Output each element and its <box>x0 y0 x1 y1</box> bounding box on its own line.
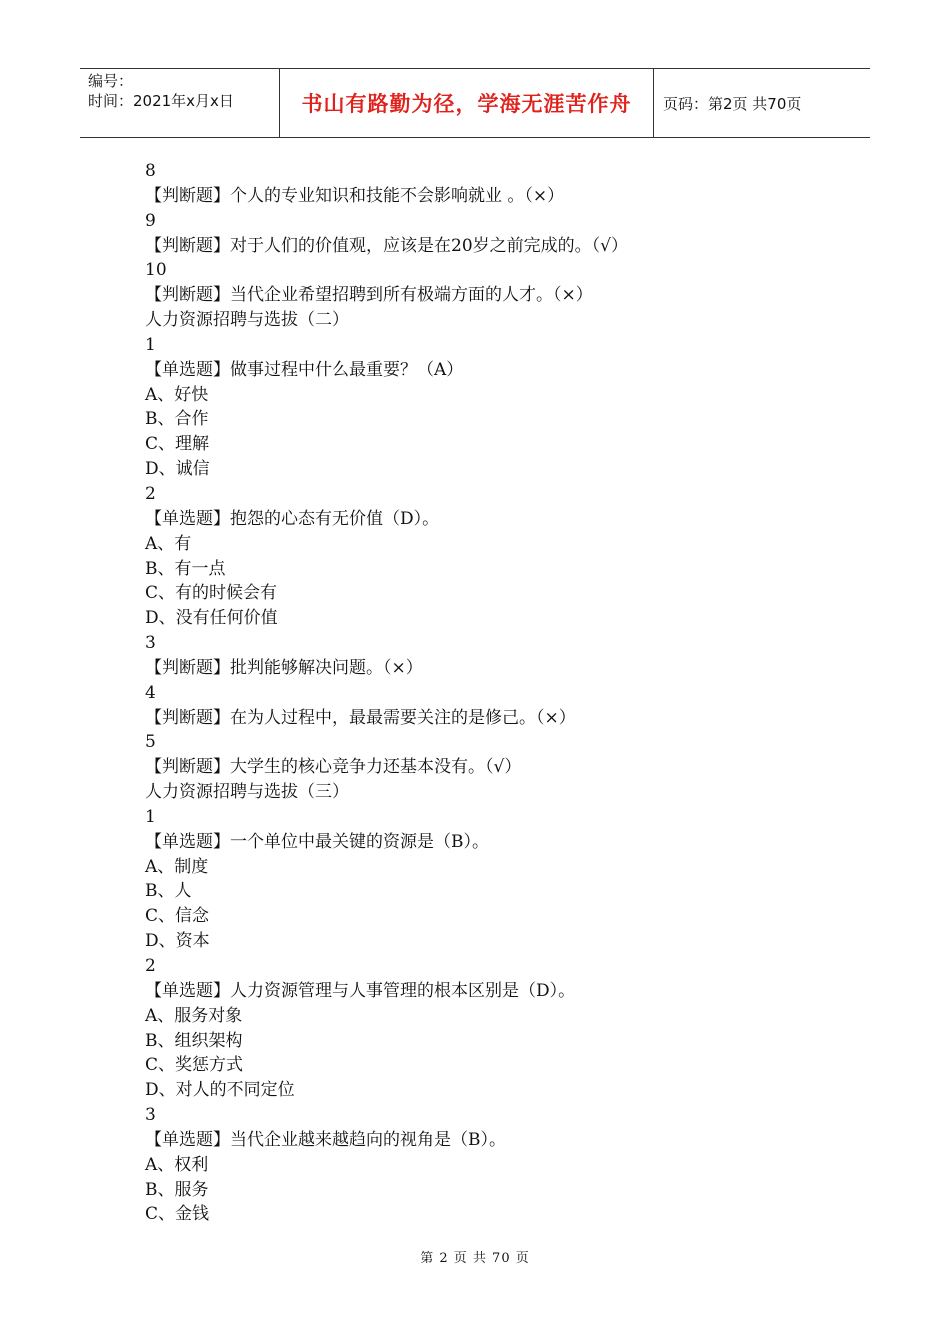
text-line: A、好快 <box>145 384 209 405</box>
text-line: B、合作 <box>145 409 209 430</box>
text-line: D、对人的不同定位 <box>145 1080 295 1101</box>
text-line: 1 <box>145 334 156 355</box>
text-line: D、诚信 <box>145 459 210 480</box>
text-line: 【判断题】批判能够解决问题。（×） <box>145 657 423 678</box>
text-line: B、人 <box>145 881 192 902</box>
text-line: 【判断题】当代企业希望招聘到所有极端方面的人才。（×） <box>145 285 593 306</box>
text-line: 【单选题】抱怨的心态有无价值（D）。 <box>145 508 440 529</box>
text-line: 【判断题】在为人过程中，最最需要关注的是修己。（×） <box>145 707 576 728</box>
text-line: 人力资源招聘与选拔（二） <box>145 310 349 331</box>
header-motto: 书山有路勤为径，学海无涯苦作舟 <box>280 69 654 137</box>
text-line: 5 <box>145 732 156 753</box>
text-line: A、服务对象 <box>145 1005 243 1026</box>
text-line: C、金钱 <box>145 1204 210 1225</box>
text-line: A、制度 <box>145 856 209 877</box>
text-line: 1 <box>145 806 156 827</box>
text-line: D、资本 <box>145 931 210 952</box>
serial-label: 编号： <box>88 72 134 90</box>
header-page-info: 页码：第2页 共70页 <box>663 94 802 113</box>
text-line: 9 <box>145 210 156 231</box>
text-line: 8 <box>145 161 156 181</box>
text-line: 【单选题】人力资源管理与人事管理的根本区别是（D）。 <box>145 980 576 1001</box>
text-line: 【判断题】个人的专业知识和技能不会影响就业 。（×） <box>145 185 565 206</box>
text-line: 2 <box>145 483 156 504</box>
text-line: 4 <box>145 682 156 703</box>
text-line: C、信念 <box>145 906 210 927</box>
text-line: A、有 <box>145 533 192 554</box>
text-line: 2 <box>145 956 156 976</box>
text-line: 10 <box>145 260 167 281</box>
text-line: 人力资源招聘与选拔（三） <box>145 782 349 803</box>
date-label: 时间：2021年x月x日 <box>88 92 234 110</box>
text-line: 3 <box>145 633 156 654</box>
document-body <box>145 159 845 1227</box>
text-line: 【判断题】大学生的核心竞争力还基本没有。（√） <box>145 757 522 778</box>
text-line: B、服务 <box>145 1179 209 1200</box>
page-header <box>80 68 870 138</box>
text-line: C、理解 <box>145 434 210 455</box>
text-line: B、有一点 <box>145 558 226 579</box>
text-line: 【单选题】当代企业越来越趋向的视角是（B）。 <box>145 1129 506 1150</box>
text-line: C、有的时候会有 <box>145 583 278 604</box>
text-line: A、权利 <box>145 1154 209 1175</box>
text-line: 【判断题】对于人们的价值观，应该是在20岁之前完成的。（√） <box>145 235 628 256</box>
text-line: 3 <box>145 1105 156 1126</box>
text-line: 【单选题】一个单位中最关键的资源是（B）。 <box>145 831 489 852</box>
page-footer: 第 2 页 共 70 页 <box>420 1251 530 1266</box>
text-line: C、奖惩方式 <box>145 1055 244 1076</box>
text-line: D、没有任何价值 <box>145 608 278 629</box>
text-line: 【单选题】做事过程中什么最重要？（A） <box>145 359 464 380</box>
header-meta <box>80 69 280 137</box>
text-line: B、组织架构 <box>145 1030 243 1051</box>
